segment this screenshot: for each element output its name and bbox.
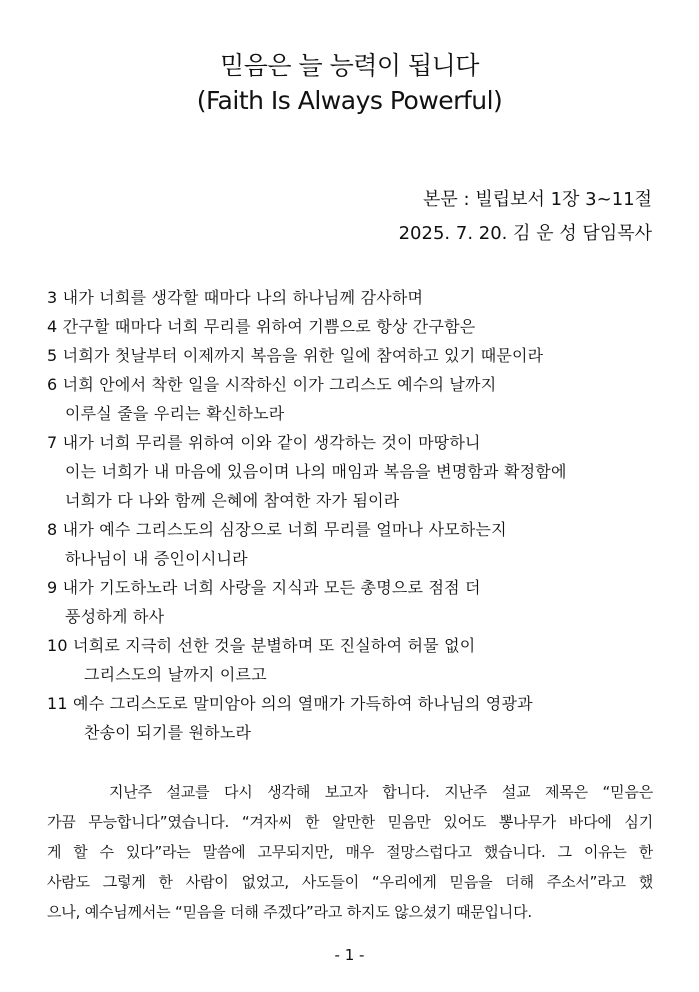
- paragraph-line: 가끔 무능합니다”였습니다. “겨자씨 한 알만한 믿음만 있어도 뽕나무가 바다에 심기: [47, 813, 653, 831]
- verse-line: 10 너희로 지극히 선한 것을 분별하며 또 진실하여 허물 없이: [47, 636, 476, 655]
- paragraph-line: 으나, 예수님께서는 “믿음을 더해 주겠다”라고 하지도 않으셨기 때문입니다.: [47, 903, 532, 921]
- scripture-reference: 본문 : 빌립보서 1장 3~11절: [423, 189, 652, 210]
- scripture-verses: [47, 283, 667, 747]
- verse-line: 8 내가 예수 그리스도의 심장으로 너희 무리를 얼마나 사모하는지: [47, 520, 507, 539]
- verse-line: 3 내가 너희를 생각할 때마다 나의 하나님께 감사하며: [47, 288, 424, 307]
- verse-line: 이루실 줄을 우리는 확신하노라: [65, 404, 285, 423]
- verse-line: 하나님이 내 증인이시니라: [65, 549, 248, 568]
- sermon-paragraph: [47, 777, 653, 927]
- paragraph-line: 지난주 설교를 다시 생각해 보고자 합니다. 지난주 설교 제목은 “믿음은: [109, 783, 653, 801]
- paragraph-line: 사람도 그렇게 한 사람이 없었고, 사도들이 “우리에게 믿음을 더해 주소서”라고 했: [47, 873, 653, 891]
- verse-line: 11 예수 그리스도로 말미암아 의의 열매가 가득하여 하나님의 영광과: [47, 694, 533, 713]
- verse-line: 9 내가 기도하노라 너희 사랑을 지식과 모든 총명으로 점점 더: [47, 578, 481, 597]
- verse-line: 찬송이 되기를 원하노라: [84, 723, 252, 742]
- verse-line: 너희가 다 나와 함께 은혜에 참여한 자가 됨이라: [65, 491, 400, 510]
- verse-line: 5 너희가 첫날부터 이제까지 복음을 위한 일에 참여하고 있기 때문이라: [47, 346, 544, 365]
- verse-line: 6 너희 안에서 착한 일을 시작하신 이가 그리스도 예수의 날까지: [47, 375, 497, 394]
- verse-line: 이는 너희가 내 마음에 있음이며 나의 매임과 복음을 변명함과 확정함에: [65, 462, 567, 481]
- sermon-title-english: (Faith Is Always Powerful): [196, 86, 503, 115]
- sermon-title: 믿음은 늘 능력이 됩니다: [220, 51, 479, 80]
- paragraph-line: 게 할 수 있다”라는 말씀에 고무되지만, 매우 절망스럽다고 했습니다. 그 이유는 한: [47, 843, 653, 861]
- page-number: - 1 -: [334, 946, 365, 964]
- verse-line: 4 간구할 때마다 너희 무리를 위하여 기쁨으로 항상 간구함은: [47, 317, 476, 336]
- verse-line: 풍성하게 하사: [65, 607, 165, 626]
- verse-line: 그리스도의 날까지 이르고: [84, 665, 267, 684]
- verse-line: 7 내가 너희 무리를 위하여 이와 같이 생각하는 것이 마땅하니: [47, 433, 481, 452]
- date-and-preacher: 2025. 7. 20. 김 운 성 담임목사: [398, 223, 652, 244]
